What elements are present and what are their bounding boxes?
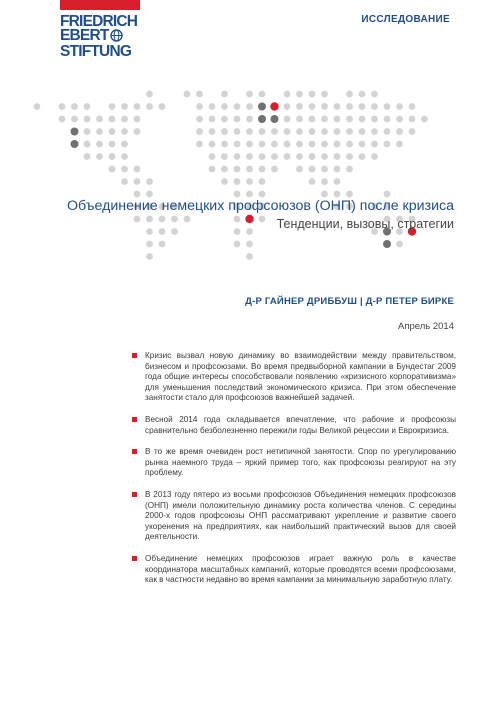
map-dot — [271, 141, 278, 148]
map-dot — [359, 141, 366, 148]
map-dot — [384, 103, 391, 110]
map-dot — [371, 141, 378, 148]
page-subtitle: Тенденции, вызовы, стратегии — [276, 217, 454, 231]
map-dot — [284, 153, 291, 160]
map-dot — [321, 178, 328, 185]
map-dot — [96, 116, 103, 123]
map-dot — [384, 128, 391, 135]
map-dot — [371, 103, 378, 110]
map-dot — [234, 228, 241, 235]
map-dot — [221, 166, 228, 173]
map-dot — [246, 141, 253, 148]
map-dot — [359, 116, 366, 123]
map-dot — [71, 103, 78, 110]
map-dot — [309, 103, 316, 110]
map-dot — [109, 153, 116, 160]
map-dot — [371, 116, 378, 123]
map-dot — [384, 191, 391, 198]
map-dot — [59, 103, 66, 110]
summary-item: Весной 2014 года складывается впечатление, что рабочие и профсоюзы сравнительно безболезненно пережили годы Великой рецессии и Еврокризиса. — [132, 415, 456, 436]
map-dot — [309, 116, 316, 123]
map-dot — [109, 103, 116, 110]
map-dot — [146, 216, 153, 223]
map-dot — [84, 103, 91, 110]
map-dot — [246, 153, 253, 160]
map-dot — [284, 128, 291, 135]
map-dot — [71, 140, 79, 148]
map-dot — [209, 103, 216, 110]
map-dot — [359, 103, 366, 110]
logo-line-3: STIFTUNG — [60, 43, 132, 60]
map-dot — [296, 103, 303, 110]
map-dot — [409, 128, 416, 135]
map-dot — [246, 116, 253, 123]
map-dot — [121, 103, 128, 110]
document-type-label: ИССЛЕДОВАНИЕ — [361, 14, 450, 25]
map-dot — [371, 153, 378, 160]
map-dot — [159, 103, 166, 110]
map-dot — [121, 116, 128, 123]
map-dot — [383, 240, 391, 248]
map-dot — [159, 241, 166, 248]
map-dot — [121, 153, 128, 160]
map-dot — [259, 128, 266, 135]
map-dot — [234, 103, 241, 110]
map-dot — [146, 178, 153, 185]
map-dot — [34, 103, 41, 110]
fes-logo — [60, 0, 148, 72]
map-dot — [396, 241, 403, 248]
map-dot — [209, 141, 216, 148]
map-dot — [96, 153, 103, 160]
map-dot — [221, 178, 228, 185]
map-dot — [384, 116, 391, 123]
map-dot — [71, 116, 78, 123]
map-dot — [146, 241, 153, 248]
map-dot — [109, 141, 116, 148]
map-dot — [284, 91, 291, 98]
map-dot — [234, 178, 241, 185]
map-dot — [196, 128, 203, 135]
map-dot — [121, 178, 128, 185]
map-dot — [346, 128, 353, 135]
map-dot — [396, 116, 403, 123]
map-dot — [271, 166, 278, 173]
map-dot — [334, 128, 341, 135]
map-dot — [334, 153, 341, 160]
map-dot — [159, 216, 166, 223]
map-dot — [146, 103, 153, 110]
bullet-square-icon — [132, 449, 137, 454]
map-dot — [234, 241, 241, 248]
page-title: Объединение немецких профсоюзов (ОНП) после кризиса — [66, 198, 454, 214]
map-dot — [209, 166, 216, 173]
map-dot — [396, 103, 403, 110]
map-dot — [196, 116, 203, 123]
map-dot — [246, 91, 253, 98]
map-dot — [309, 141, 316, 148]
map-dot — [245, 215, 253, 223]
map-dot — [109, 116, 116, 123]
map-dot — [309, 91, 316, 98]
map-dot — [221, 116, 228, 123]
map-dot — [309, 166, 316, 173]
map-dot — [246, 191, 253, 198]
map-dot — [246, 166, 253, 173]
map-dot — [296, 166, 303, 173]
map-dot — [334, 103, 341, 110]
map-dot — [271, 153, 278, 160]
map-dot — [234, 141, 241, 148]
summary-item: Кризис вызвал новую динамику во взаимодействии между правительством, бизнесом и профсоюзами. Во время предвыборной кампании в Бундестаг 2009 года общие интересы способствовали появлению «кризисного корпоративизма» для уменьшения последствий экономического кризиса. При этом обеспечение занятости стало для профсоюзов важнейшей задачей. — [132, 351, 456, 404]
map-dot — [259, 191, 266, 198]
map-dot — [209, 116, 216, 123]
map-dot — [246, 128, 253, 135]
map-dot — [59, 116, 66, 123]
publication-date: Апрель 2014 — [398, 321, 454, 332]
map-dot — [221, 91, 228, 98]
map-dot — [134, 216, 141, 223]
map-dot — [134, 116, 141, 123]
map-dot — [234, 153, 241, 160]
map-dot — [271, 115, 279, 123]
map-dot — [259, 178, 266, 185]
map-dot — [221, 103, 228, 110]
map-dot — [234, 216, 241, 223]
map-dot — [234, 166, 241, 173]
map-dot — [284, 116, 291, 123]
map-dot — [334, 191, 341, 198]
map-dot — [334, 178, 341, 185]
map-dot — [409, 103, 416, 110]
map-dot — [134, 191, 141, 198]
map-dot — [346, 116, 353, 123]
map-dot — [246, 178, 253, 185]
map-dot — [134, 128, 141, 135]
map-dot — [184, 91, 191, 98]
map-dot — [346, 153, 353, 160]
map-dot — [234, 191, 241, 198]
map-dot — [146, 191, 153, 198]
map-dot — [271, 128, 278, 135]
map-dot — [359, 91, 366, 98]
map-dot — [421, 116, 428, 123]
map-dot — [258, 115, 266, 123]
map-dot — [309, 178, 316, 185]
map-dot — [334, 166, 341, 173]
map-dot — [384, 141, 391, 148]
map-dot — [371, 91, 378, 98]
logo-line-2: EBERT — [60, 29, 148, 45]
world-dot-map — [0, 80, 504, 300]
map-dot — [284, 141, 291, 148]
map-dot — [346, 166, 353, 173]
summary-item: В 2013 году пятеро из восьми профсоюзов Объединения немецких профсоюзов (ОНП) имели положительную динамику роста количества членов. С середины 2000-х годов профсоюзы ОНП рассматривают укрепление и развитие своего укоренения на предприятиях, как наибольший практический вызов для своей деятельности. — [132, 490, 456, 543]
map-dot — [359, 128, 366, 135]
bullet-square-icon — [132, 353, 137, 358]
map-dot — [346, 141, 353, 148]
map-dot — [121, 166, 128, 173]
map-dot — [321, 103, 328, 110]
map-dot — [334, 141, 341, 148]
map-dot — [221, 128, 228, 135]
map-dot — [321, 166, 328, 173]
map-dot — [196, 141, 203, 148]
map-dot — [246, 253, 253, 260]
map-dot — [221, 141, 228, 148]
map-dot — [334, 116, 341, 123]
map-dot — [146, 91, 153, 98]
map-dot — [321, 191, 328, 198]
bullet-square-icon — [132, 492, 137, 497]
map-dot — [396, 141, 403, 148]
map-dot — [96, 141, 103, 148]
map-dot — [296, 91, 303, 98]
authors: Д-Р ГАЙНЕР ДРИББУШ | Д-Р ПЕТЕР БИРКЕ — [245, 296, 454, 307]
map-dot — [121, 128, 128, 135]
logo-red-bar — [60, 0, 140, 10]
map-dot — [134, 166, 141, 173]
map-dot — [184, 216, 191, 223]
map-dot — [121, 141, 128, 148]
map-dot — [321, 116, 328, 123]
map-dot — [371, 128, 378, 135]
map-dot — [246, 228, 253, 235]
map-dot — [321, 128, 328, 135]
map-dot — [234, 128, 241, 135]
map-dot — [134, 178, 141, 185]
map-dot — [296, 116, 303, 123]
map-dot — [359, 153, 366, 160]
map-dot — [321, 141, 328, 148]
map-dot — [196, 103, 203, 110]
map-dot — [71, 128, 79, 136]
map-dot — [221, 153, 228, 160]
map-dot — [321, 91, 328, 98]
map-dot — [109, 128, 116, 135]
bullet-square-icon — [132, 556, 137, 561]
map-dot — [84, 128, 91, 135]
summary-item: В то же время очевиден рост нетипичной занятости. Спор по урегулированию рынка наемного труда – яркий пример того, как профсоюзы реагируют на эту проблему. — [132, 447, 456, 479]
map-dot — [296, 153, 303, 160]
map-dot — [284, 103, 291, 110]
map-dot — [146, 228, 153, 235]
map-dot — [309, 128, 316, 135]
map-dot — [84, 153, 91, 160]
map-dot — [96, 128, 103, 135]
map-dot — [246, 241, 253, 248]
map-dot — [270, 102, 278, 110]
map-dot — [209, 153, 216, 160]
summary-list — [132, 351, 456, 597]
map-dot — [196, 91, 203, 98]
map-dot — [259, 153, 266, 160]
logo-line-1: FRIEDRICH — [60, 13, 138, 30]
map-dot — [259, 166, 266, 173]
map-dot — [134, 103, 141, 110]
bullet-square-icon — [132, 417, 137, 422]
map-dot — [396, 128, 403, 135]
map-dot — [321, 153, 328, 160]
map-dot — [346, 91, 353, 98]
map-dot — [84, 141, 91, 148]
map-dot — [84, 116, 91, 123]
map-dot — [296, 128, 303, 135]
map-dot — [246, 103, 253, 110]
map-dot — [296, 141, 303, 148]
map-dot — [346, 191, 353, 198]
map-dot — [159, 228, 166, 235]
map-dot — [209, 128, 216, 135]
map-dot — [146, 253, 153, 260]
map-dot — [259, 141, 266, 148]
map-dot — [346, 103, 353, 110]
map-dot — [259, 216, 266, 223]
summary-item: Объединение немецких профсоюзов играет важную роль в качестве координатора масштабных кампаний, которые проводятся всеми профсоюзами, как в частности недавно во время кампании за минимальную заработную плату. — [132, 554, 456, 586]
map-dot — [409, 116, 416, 123]
map-dot — [234, 116, 241, 123]
map-dot — [258, 103, 266, 111]
map-dot — [109, 166, 116, 173]
map-dot — [309, 153, 316, 160]
map-dot — [259, 91, 266, 98]
map-dot — [171, 216, 178, 223]
map-dot — [171, 228, 178, 235]
